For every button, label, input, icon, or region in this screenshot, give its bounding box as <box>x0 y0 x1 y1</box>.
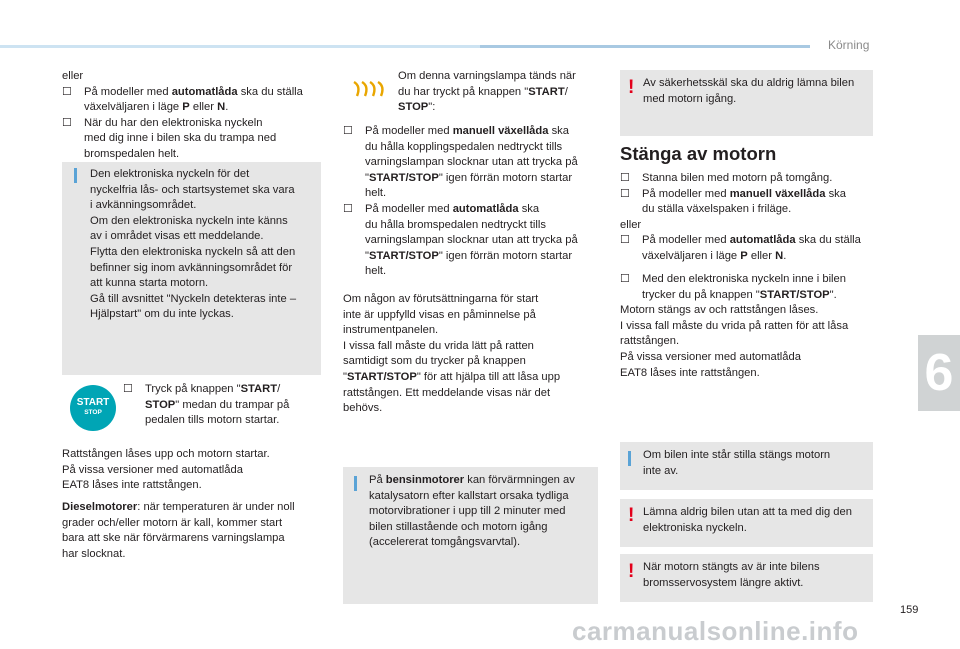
col1-intro: eller ☐ På modeller med automatlåda ska du ställa växelväljaren i läge P eller N. ☐ När du har den elektroniska nyckeln med dig inne i bilen ska du trampa ned bromspedalen helt. <box>62 70 303 160</box>
start-stop-button-icon: START STOP <box>70 385 116 431</box>
checkbox-bullet-icon: ☐ <box>620 172 631 184</box>
section-title: Körning <box>828 38 870 52</box>
info-box-key-text: Den elektroniska nyckeln för det nyckelfria lås- och startsystemet ska vara i avkänningsområdet. Om den elektroniska nyckeln inte känns av i området visas ett meddelande. Flytta den elektroniska nyckeln så att den befinner sig inom avkänningsområdet för att kunna starta motorn. Gå till avsnittet "Nyckeln detekteras inte – Hjälpstart" om du inte lyckas. <box>90 168 297 321</box>
checkbox-bullet-icon: ☐ <box>343 202 354 215</box>
info-box-not-stationary-text: Om bilen inte står stilla stängs motorn inte av. <box>643 449 831 477</box>
checkbox-bullet-icon: ☐ <box>343 125 354 137</box>
warning-icon: ! <box>628 505 635 526</box>
press-start-text: ☐ Tryck på knappen "START/ STOP" medan du trampar på pedalen tills motorn startar. <box>123 383 290 427</box>
chapter-tab: 6 <box>918 335 960 411</box>
warning-box-key-text: Lämna aldrig bilen utan att ta med dig den elektroniska nyckeln. <box>643 506 852 534</box>
checkbox-bullet-icon: ☐ <box>620 187 631 200</box>
checkbox-bullet-icon: ☐ <box>62 116 73 129</box>
checkbox-bullet-icon: ☐ <box>620 273 631 285</box>
top-bar-left <box>0 45 480 48</box>
warning-icon: ! <box>628 561 635 582</box>
stop-press-text: ☐ Med den elektroniska nyckeln inne i bilen trycker du på knappen "START/STOP". Motorn stängs av och rattstången låses. I vissa fall måste du vrida på ratten för att låsa rattstången. På vissa versioner med automatlåda EAT8 låses inte rattstången. <box>620 273 849 379</box>
top-bar-right <box>480 45 810 48</box>
warning-box-engine-running-text: Av säkerhetsskäl ska du aldrig lämna bilen med motorn igång. <box>643 77 855 105</box>
info-box-petrol-text: På bensinmotorer kan förvärmningen av katalysatorn efter kallstart orsaka tydliga motorvibrationer i upp till 2 minuter med bilen stillastående och motorn igång (accelererat tomgångsvarvtal). <box>369 474 575 549</box>
preheat-lamp-icon <box>352 80 386 98</box>
lamp-text: Om denna varningslampa tänds när du har tryckt på knappen "START/ STOP": <box>398 70 576 114</box>
page-number: 159 <box>900 604 919 616</box>
warning-icon: ! <box>628 77 635 98</box>
checkbox-bullet-icon: ☐ <box>62 85 73 98</box>
info-icon <box>628 451 631 466</box>
info-icon <box>354 476 357 491</box>
watermark: carmanualsonline.info <box>572 616 859 646</box>
stop-steps: ☐ Stanna bilen med motorn på tomgång. ☐ På modeller med manuell växellåda ska du ställa växelspaken i friläge. eller ☐ På modeller med automatlåda ska du ställa växelväljaren i läge P eller N. <box>620 172 861 262</box>
diesel-text: Dieselmotorer: när temperaturen är under noll grader och/eller motorn är kall, kommer start bara att ske när förvärmarens varningslampa har slocknat. <box>62 501 295 560</box>
warning-box-brake-text: När motorn stängts av är inte bilens bromsservosystem längre aktivt. <box>643 561 820 589</box>
lock-text: Rattstången låses upp och motorn startar. På vissa versioner med automatlåda EAT8 låses inte rattstången. <box>62 448 270 492</box>
checkbox-bullet-icon: ☐ <box>123 383 134 395</box>
conditions-text: Om någon av förutsättningarna för start inte är uppfylld visas en påminnelse på instrumentpanelen. I vissa fall måste du vrida lätt på ratten samtidigt som du trycker på knappen "START/STOP" för att hjälpa till att låsa upp rattstången. Ett meddelande visas när det behövs. <box>343 293 561 415</box>
checkbox-bullet-icon: ☐ <box>620 234 631 247</box>
section-heading: Stänga av motorn <box>620 143 777 164</box>
info-icon <box>74 168 77 183</box>
manual-gear-text: ☐ På modeller med manuell växellåda ska du hålla kopplingspedalen nedtryckt tills varningslampan slocknar utan att trycka på "START/STOP" igen förrän motorn startar helt. ☐ På modeller med automatlåda ska du hålla bromspedalen nedtryckt tills varningslampan slocknar utan att trycka på "START/STOP" igen förrän motorn startar helt. <box>343 125 578 278</box>
